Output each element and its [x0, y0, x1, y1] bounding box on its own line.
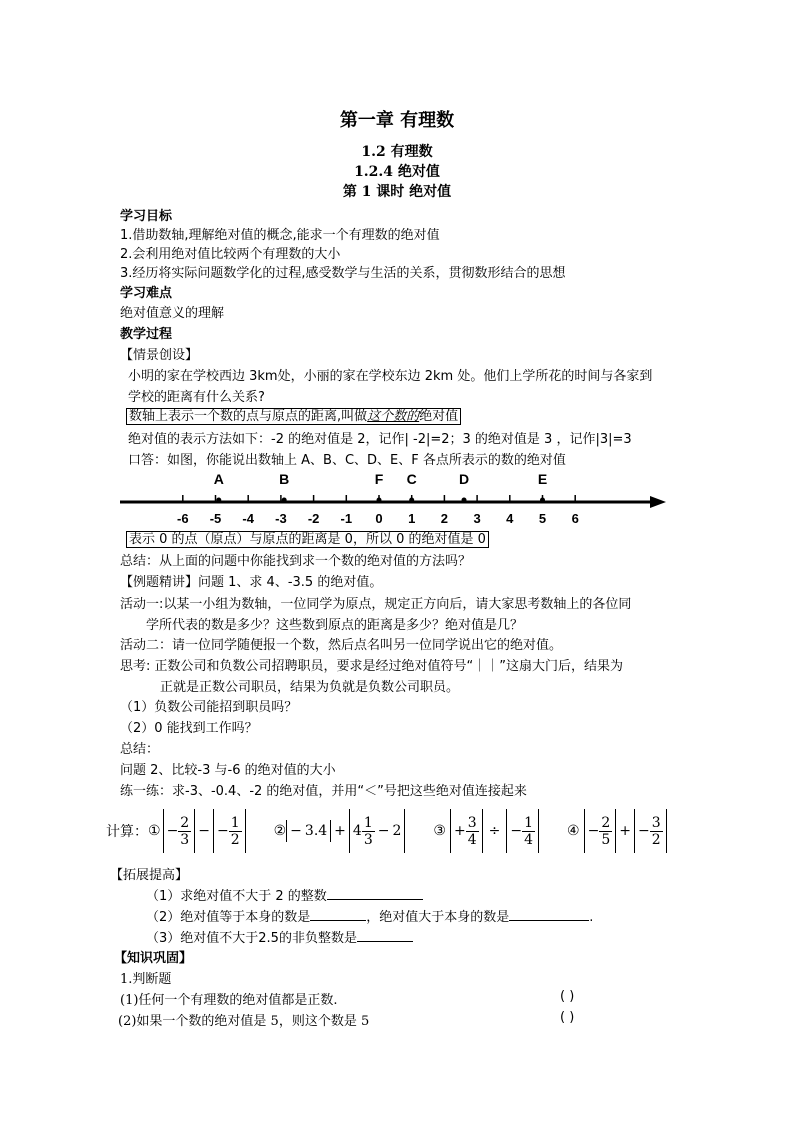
point-label-c: C	[406, 471, 417, 487]
tick-label: -1	[340, 511, 353, 526]
tick-label: 5	[538, 511, 547, 526]
point-label-e: E	[537, 471, 548, 487]
calc-label: 计算：	[106, 824, 148, 840]
activity-one: 活动一:以某一小组为数轴，一位同学为原点，规定正方向后，请大家思考数轴上的各位同	[120, 597, 632, 612]
tick-label: -6	[177, 511, 189, 526]
answer-paren-1[interactable]: ( )	[560, 989, 575, 1004]
oral-question: 口答：如图，你能说出数轴上 A、B、C、D、E、F 各点所表示的数的绝对值	[128, 453, 566, 468]
difficulty-text: 绝对值意义的理解	[120, 306, 225, 321]
point-f	[377, 498, 382, 503]
number-line-arrow	[650, 496, 666, 508]
point-label-d: D	[458, 471, 470, 487]
zero-note: 表示 0 的点（原点）与原点的距离是 0，所以 0 的绝对值是 0	[126, 528, 489, 547]
extension-item-3: （3）绝对值不大于2.5的非负整数是	[146, 927, 413, 946]
point-label-a: A	[213, 471, 224, 487]
point-c	[409, 498, 414, 503]
judge-item-2: (2)如果一个数的绝对值是 5，则这个数是 5	[118, 1014, 370, 1029]
tick-label: 3	[473, 511, 481, 526]
tick-label: -5	[209, 511, 222, 526]
consolidation-label: 【知识巩固】	[114, 951, 193, 966]
scene-text: 小明的家在学校西边 3km处，小丽的家在学校东边 2km 处。他们上学所花的时间与各家到	[128, 369, 653, 384]
scene-label: 【情景创设】	[120, 348, 199, 363]
judge-item-1: (1)任何一个有理数的绝对值都是正数.	[120, 993, 338, 1008]
goal-item: 3.经历将实际问题数学化的过程,感受数学与生活的关系，贯彻数形结合的思想	[120, 266, 566, 281]
practice-text: 练一练：求-3、-0.4、-2 的绝对值，并用“＜”号把这些绝对值连接起来	[120, 784, 527, 799]
summary-label: 总结：	[120, 742, 160, 757]
tick-label: 4	[506, 511, 514, 526]
point-label-b: B	[279, 471, 290, 487]
point-e	[540, 498, 545, 503]
goal-item: 1.借助数轴,理解绝对值的概念,能求一个有理数的绝对值	[120, 228, 440, 243]
process-heading: 教学过程	[120, 327, 173, 342]
tick-label: 6	[571, 511, 579, 526]
point-label-f: F	[374, 471, 384, 487]
answer-paren-2[interactable]: ( )	[560, 1010, 575, 1025]
point-a	[216, 498, 221, 503]
calc-2: ② − 3.4 + 4 $\frac{1}{3}$ − 2	[274, 809, 406, 853]
definition-suffix: 绝对值	[419, 409, 459, 424]
difficulty-heading: 学习难点	[120, 286, 173, 301]
sub-question-2: （2）0 能找到工作吗？	[120, 721, 258, 736]
calc-1: ① − $\frac{2}{3}$ − − $\frac{1}{2}$	[148, 809, 246, 853]
judge-heading: 1.判断题	[120, 972, 172, 987]
tick-label: -4	[242, 511, 254, 526]
summary-question: 总结：从上面的问题中你能找到求一个数的绝对值的方法吗？	[120, 554, 472, 569]
example-q2: 问题 2、比较-3 与-6 的绝对值的大小	[120, 763, 336, 778]
section-title: 1.2 有理数	[361, 144, 433, 160]
think-text: 思考: 正数公司和负数公司招聘职员，要求是经过绝对值符号“｜｜”这扇大门后，结果为	[120, 659, 623, 674]
calc-3: ③ + $\frac{3}{4}$ ÷ − $\frac{1}{4}$	[433, 809, 539, 853]
chapter-title: 第一章 有理数	[339, 110, 455, 131]
activity-one-cont: 学所代表的数是多少？这些数到原点的距离是多少？绝对值是几？	[146, 618, 524, 633]
think-text-cont: 正就是正数公司职员，结果为负就是负数公司职员。	[160, 680, 460, 695]
notation-text: 绝对值的表示方法如下：-2 的绝对值是 2，记作| -2|=2；3 的绝对值是 3 ，记作|3|=3	[128, 432, 632, 447]
tick-label: 1	[408, 511, 416, 526]
definition-prefix: 数轴上表示一个数的点与原点的距离,叫做	[129, 409, 368, 424]
calc-row	[106, 804, 667, 858]
extension-label: 【拓展提高】	[110, 868, 189, 883]
tick-label: -2	[307, 511, 320, 526]
tick-label: 0	[375, 511, 383, 526]
example-q1: 【例题精讲】问题 1、求 4、-3.5 的绝对值。	[120, 575, 383, 590]
tick-label: 2	[440, 511, 449, 526]
extension-item-2: （2）绝对值等于本身的数是 ，绝对值大于本身的数是 .	[146, 910, 594, 925]
definition-box	[126, 405, 461, 424]
calc-4: ④ − $\frac{2}{5}$ + − $\frac{3}{2}$	[567, 809, 667, 853]
extension-item-1: （1）求绝对值不大于 2 的整数	[146, 885, 423, 904]
activity-two: 活动二：请一位同学随便报一个数，然后点名叫另一位同学说出它的绝对值。	[120, 638, 563, 653]
lesson-title: 第 1 课时 绝对值	[342, 184, 452, 200]
point-b	[282, 498, 287, 503]
definition-emphasis: 这个数的	[367, 409, 420, 424]
number-line	[118, 468, 678, 530]
goals-heading: 学习目标	[120, 209, 173, 224]
tick-label: -3	[275, 511, 287, 526]
sub-question-1: （1）负数公司能招到职员吗？	[120, 700, 298, 715]
subsection-title: 1.2.4 绝对值	[354, 164, 440, 180]
point-d	[462, 498, 467, 503]
goal-item: 2.会利用绝对值比较两个有理数的大小	[120, 247, 341, 262]
scene-text: 学校的距离有什么关系?	[128, 390, 265, 405]
